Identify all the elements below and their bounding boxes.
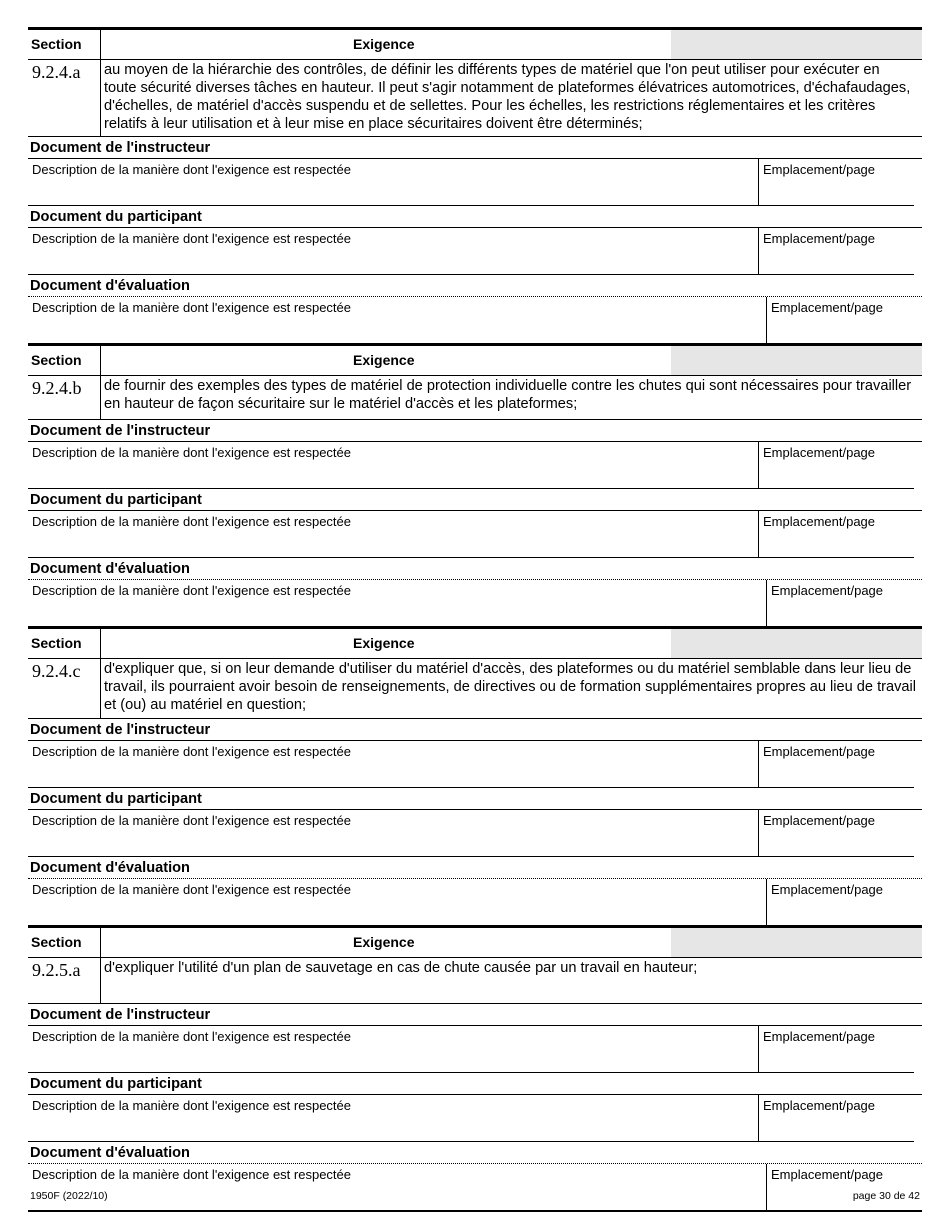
location-field[interactable]: Emplacement/page <box>766 297 922 343</box>
doc-evaluation-title: Document d'évaluation <box>28 1142 922 1164</box>
doc-evaluation-row <box>28 580 922 628</box>
doc-participant-title: Document du participant <box>28 489 922 511</box>
doc-instructeur-title: Document de l'instructeur <box>28 137 922 159</box>
form-page <box>28 27 922 1212</box>
requirement-block <box>28 27 922 345</box>
doc-instructeur-title: Document de l'instructeur <box>28 1004 922 1026</box>
location-field[interactable]: Emplacement/page <box>758 741 914 787</box>
doc-participant-row <box>28 1095 914 1142</box>
block-header <box>28 629 922 659</box>
doc-instructeur-title: Document de l'instructeur <box>28 420 922 442</box>
location-field[interactable]: Emplacement/page <box>758 1095 914 1141</box>
location-field[interactable]: Emplacement/page <box>758 1026 914 1072</box>
description-field[interactable]: Description de la manière dont l'exigence est respectée <box>32 744 351 759</box>
description-field[interactable]: Description de la manière dont l'exigence est respectée <box>32 1098 351 1113</box>
requirement-row <box>28 958 922 1004</box>
location-field[interactable]: Emplacement/page <box>758 159 914 205</box>
requirement-text: de fournir des exemples des types de matériel de protection individuelle contre les chutes qui sont nécessaires pour travailler en hauteur de façon sécuritaire sur le matériel d'accès et les plateformes; <box>100 376 922 419</box>
section-number: 9.2.4.b <box>32 378 82 398</box>
doc-evaluation-title: Document d'évaluation <box>28 275 922 297</box>
block-header <box>28 30 922 60</box>
requirement-text: d'expliquer que, si on leur demande d'utiliser du matériel d'accès, des plateformes ou du matériel semblable dans leur lieu de travail, ils pourraient avoir besoin de renseignements, de directives ou de formation supplémentaires propres au lieu de travail et (ou) au matériel en question; <box>100 659 922 718</box>
description-field[interactable]: Description de la manière dont l'exigence est respectée <box>32 882 351 897</box>
doc-participant-title: Document du participant <box>28 206 922 228</box>
doc-participant-row <box>28 511 914 558</box>
description-field[interactable]: Description de la manière dont l'exigence est respectée <box>32 1167 351 1182</box>
requirement-row <box>28 60 922 137</box>
requirement-block <box>28 927 922 1212</box>
exigence-header: Exigence <box>100 928 922 957</box>
requirement-text: d'expliquer l'utilité d'un plan de sauvetage en cas de chute causée par un travail en hauteur; <box>100 958 922 1003</box>
section-header: Section <box>31 352 82 368</box>
doc-instructeur-title: Document de l'instructeur <box>28 719 922 741</box>
form-code: 1950F (2022/10) <box>30 1190 108 1202</box>
requirement-block <box>28 345 922 628</box>
section-header: Section <box>31 934 82 950</box>
doc-evaluation-row <box>28 297 922 345</box>
section-header: Section <box>31 36 82 52</box>
doc-instructeur-row <box>28 442 914 489</box>
doc-evaluation-title: Document d'évaluation <box>28 857 922 879</box>
description-field[interactable]: Description de la manière dont l'exigence est respectée <box>32 162 351 177</box>
requirement-row <box>28 659 922 719</box>
doc-instructeur-row <box>28 741 914 788</box>
location-field[interactable]: Emplacement/page <box>758 511 914 557</box>
doc-instructeur-row <box>28 1026 914 1073</box>
doc-evaluation-row <box>28 879 922 927</box>
exigence-header: Exigence <box>100 629 922 658</box>
description-field[interactable]: Description de la manière dont l'exigence est respectée <box>32 300 351 315</box>
doc-evaluation-title: Document d'évaluation <box>28 558 922 580</box>
location-field[interactable]: Emplacement/page <box>766 1164 922 1210</box>
location-field[interactable]: Emplacement/page <box>758 810 914 856</box>
description-field[interactable]: Description de la manière dont l'exigence est respectée <box>32 1029 351 1044</box>
description-field[interactable]: Description de la manière dont l'exigence est respectée <box>32 514 351 529</box>
block-header <box>28 928 922 958</box>
description-field[interactable]: Description de la manière dont l'exigence est respectée <box>32 445 351 460</box>
location-field[interactable]: Emplacement/page <box>766 879 922 925</box>
doc-participant-row <box>28 810 914 857</box>
location-field[interactable]: Emplacement/page <box>758 442 914 488</box>
exigence-header: Exigence <box>100 30 922 59</box>
doc-evaluation-row <box>28 1164 922 1212</box>
location-field[interactable]: Emplacement/page <box>758 228 914 274</box>
doc-participant-row <box>28 228 914 275</box>
page-number: page 30 de 42 <box>852 1190 920 1202</box>
description-field[interactable]: Description de la manière dont l'exigence est respectée <box>32 813 351 828</box>
section-header: Section <box>31 635 82 651</box>
block-header <box>28 346 922 376</box>
section-number: 9.2.4.a <box>32 62 81 82</box>
description-field[interactable]: Description de la manière dont l'exigence est respectée <box>32 231 351 246</box>
section-number: 9.2.4.c <box>32 661 81 681</box>
doc-participant-title: Document du participant <box>28 788 922 810</box>
requirement-text: au moyen de la hiérarchie des contrôles, de définir les différents types de matériel que l'on peut utiliser pour exécuter en toute sécurité diverses tâches en hauteur. Il peut s'agir notamment de plateformes élévatrices automotrices, d'échafaudages, d'échelles, de matériel d'accès suspendu et de sellettes. Pour les échelles, les restrictions réglementaires et les critères relatifs à leur utilisation et à leur mise en place sécuritaires doivent être déterminés; <box>100 60 922 136</box>
location-field[interactable]: Emplacement/page <box>766 580 922 626</box>
section-number: 9.2.5.a <box>32 960 81 980</box>
requirement-block <box>28 628 922 927</box>
description-field[interactable]: Description de la manière dont l'exigence est respectée <box>32 583 351 598</box>
exigence-header: Exigence <box>100 346 922 375</box>
doc-instructeur-row <box>28 159 914 206</box>
requirement-row <box>28 376 922 420</box>
doc-participant-title: Document du participant <box>28 1073 922 1095</box>
